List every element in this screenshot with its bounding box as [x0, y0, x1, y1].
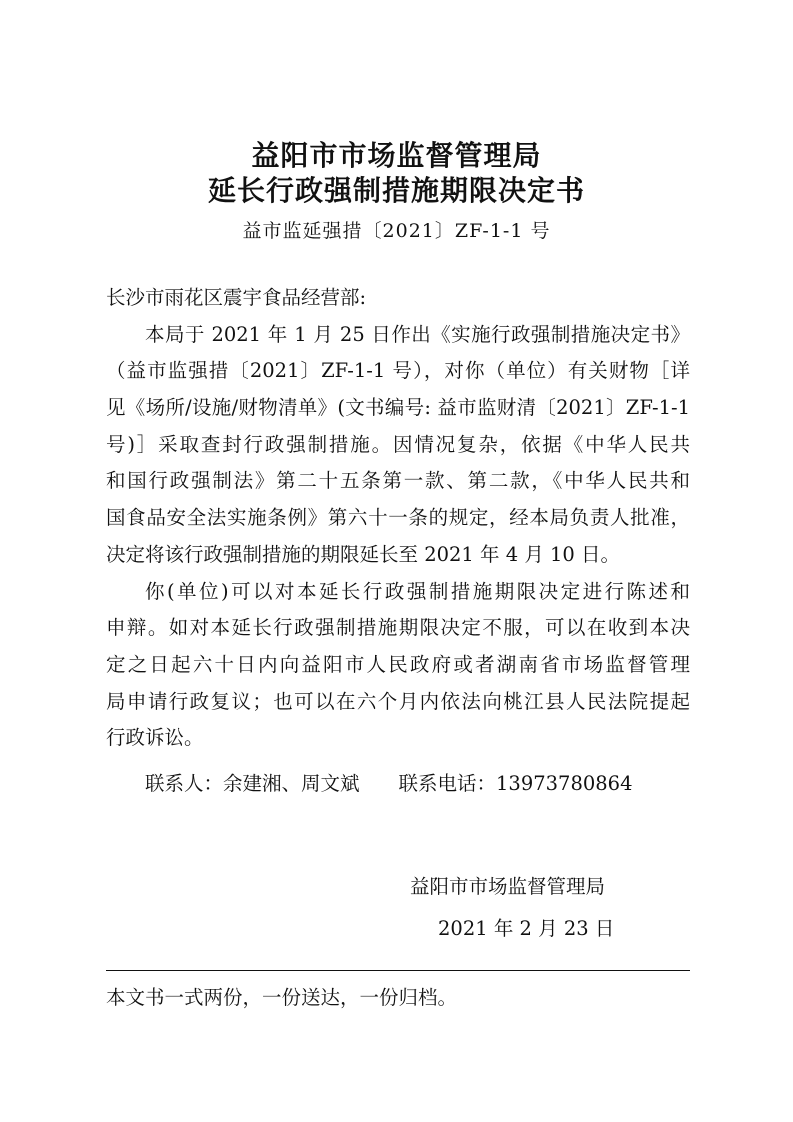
paragraph-line: 号)］采取查封行政强制措施。因情况复杂，依据《中华人民共 [106, 433, 690, 456]
footer-divider [106, 970, 690, 971]
footnote: 本文书一式两份，一份送达，一份归档。 [106, 986, 458, 1009]
paragraph-line: 局申请行政复议；也可以在六个月内依法向桃江县人民法院提起 [106, 690, 690, 713]
paragraph-line: 行政诉讼。 [106, 726, 204, 749]
paragraph-line: 决定将该行政强制措施的期限延长至 2021 年 4 月 10 日。 [106, 543, 621, 566]
paragraph-line: 国食品安全法实施条例》第六十一条的规定，经本局负责人批准， [106, 506, 690, 529]
document-number: 益市监延强措〔2021〕ZF-1-1 号 [242, 220, 551, 242]
document-title-agency: 益阳市市场监督管理局 [251, 139, 542, 172]
paragraph-line: 定之日起六十日内向益阳市人民政府或者湖南省市场监督管理 [106, 653, 690, 676]
paragraph-line: 申辩。如对本延长行政强制措施期限决定不服，可以在收到本决 [106, 616, 690, 639]
paragraph-line: 见《场所/设施/财物清单》(文书编号: 益市监财清〔2021〕ZF-1-1 [106, 396, 690, 419]
paragraph-line: 本局于 2021 年 1 月 25 日作出《实施行政强制措施决定书》 [145, 323, 690, 346]
paragraph-line: 和国行政强制法》第二十五条第一款、第二款，《中华人民共和 [106, 469, 690, 492]
paragraph-line: （益市监强措〔2021〕ZF-1-1 号），对你（单位）有关财物［详 [106, 359, 690, 382]
issuer-name: 益阳市市场监督管理局 [410, 875, 606, 898]
paragraph-line: 你(单位)可以对本延长行政强制措施期限决定进行陈述和 [145, 580, 690, 603]
contact-info: 联系人：余建湘、周文斌 联系电话：13973780864 [145, 772, 633, 795]
issue-date: 2021 年 2 月 23 日 [438, 917, 615, 940]
document-title: 延长行政强制措施期限决定书 [207, 174, 585, 207]
addressee: 长沙市雨花区震宇食品经营部: [106, 286, 367, 309]
